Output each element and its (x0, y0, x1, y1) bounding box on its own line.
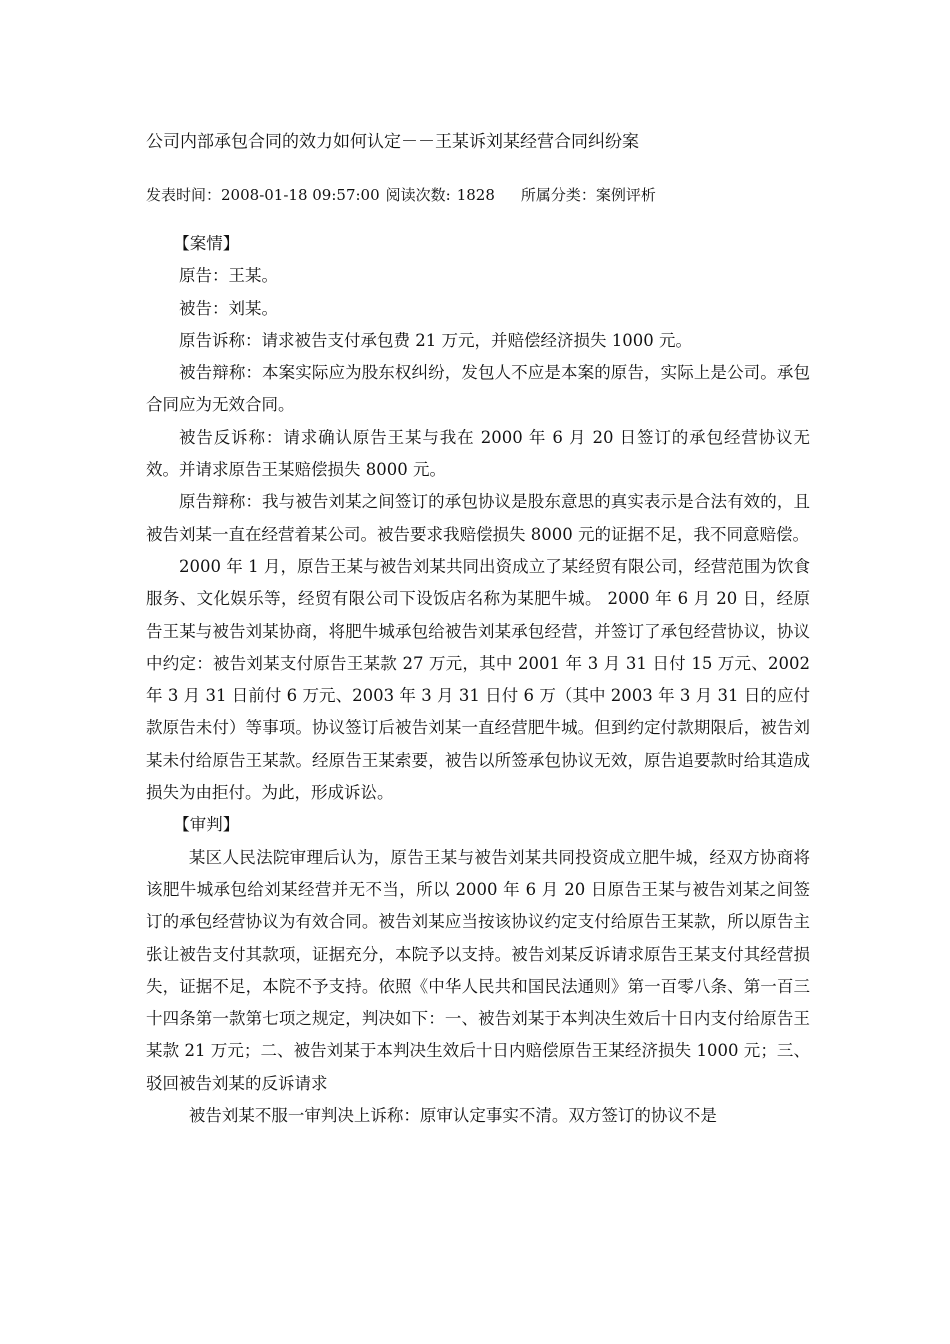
paragraph-defendant-counterclaim: 被告反诉称：请求确认原告王某与我在 2000 年 6 月 20 日签订的承包经营协议无效。并请求原告王某赔偿损失 8000 元。 (146, 427, 810, 480)
paragraph-defendant-defense: 被告辩称：本案实际应为股东权纠纷，发包人不应是本案的原告，实际上是公司。承包合同应为无效合同。 (146, 363, 810, 415)
paragraph-plaintiff-claim: 原告诉称：请求被告支付承包费 21 万元，并赔偿经济损失 1000 元。 (179, 330, 692, 350)
category-label: 所属分类： (520, 186, 596, 204)
paragraph-defendant: 被告：刘某。 (179, 298, 278, 318)
publish-time: 2008-01-18 09:57:00 (221, 186, 380, 204)
publish-time-label: 发表时间： (146, 186, 222, 204)
paragraph-facts: 2000 年 1 月，原告王某与被告刘某共同出资成立了某经贸有限公司，经营范围为饮食服务、文化娱乐等，经贸有限公司下设饭店名称为某肥牛城。 2000 年 6 月 20 日，经原告王某与被告刘某协商，将肥牛城承包给被告刘某承包经营，并签订了承包经营协议，协议中约定：被告刘某支付原告王某款 27 万元，其中 2001 年 3 月 31 日付 15 万元、2002 年 3 月 31 日前付 6 万元、2003 年 3 月 31 日付 6 万（其中 2003 年 3 月 31 日的应付款原告未付）等事项。协议签订后被告刘某一直经营肥牛城。但到约定付款期限后，被告刘某未付给原告王某款。经原告王某索要，被告以所签承包协议无效，原告追要款时给其造成损失为由拒付。为此，形成诉讼。 (146, 556, 810, 803)
article-body (146, 228, 810, 1132)
category-value: 案例评析 (595, 186, 656, 204)
read-count-label: 阅读次数: (385, 186, 451, 204)
paragraph-appeal: 被告刘某不服一审判决上诉称：原审认定事实不清。双方签订的协议不是 (188, 1106, 717, 1126)
section-heading-judgment: 【审判】 (173, 815, 240, 835)
article-meta (146, 184, 656, 206)
section-heading-case: 【案情】 (173, 234, 240, 253)
paragraph-plaintiff: 原告：王某。 (179, 266, 278, 286)
page-title: 公司内部承包合同的效力如何认定－－王某诉刘某经营合同纠纷案 (146, 132, 639, 152)
read-count: 1828 (456, 186, 495, 204)
paragraph-plaintiff-reply: 原告辩称：我与被告刘某之间签订的承包协议是股东意思的真实表示是合法有效的，且被告刘某一直在经营着某公司。被告要求我赔偿损失 8000 元的证据不足，我不同意赔偿。 (146, 492, 810, 544)
paragraph-judgment: 某区人民法院审理后认为，原告王某与被告刘某共同投资成立肥牛城，经双方协商将该肥牛城承包给刘某经营并无不当，所以 2000 年 6 月 20 日原告王某与被告刘某之间签订的承包经营协议为有效合同。被告刘某应当按该协议约定支付给原告王某款，所以原告主张让被告支付其款项，证据充分，本院予以支持。被告刘某反诉请求原告王某支付其经营损失，证据不足，本院不予支持。依照《中华人民共和国民法通则》第一百零八条、第一百三十四条第一款第七项之规定，判决如下：一、被告刘某于本判决生效后十日内支付给原告王某款 21 万元；二、被告刘某于本判决生效后十日内赔偿原告王某经济损失 1000 元；三、驳回被告刘某的反诉请求 (146, 847, 810, 1093)
